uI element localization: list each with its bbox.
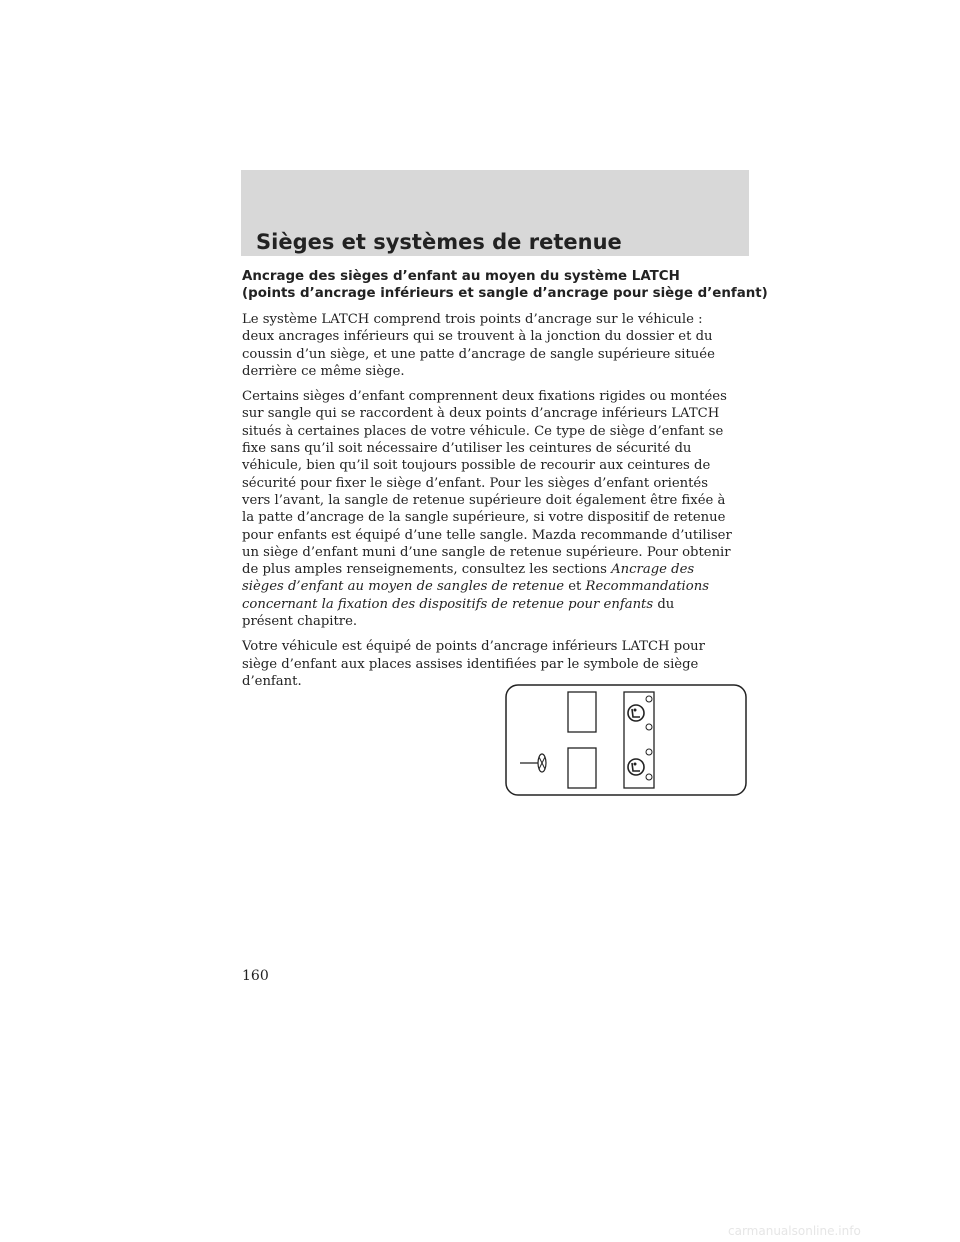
main-content: [242, 268, 768, 698]
page-title: Sièges et systèmes de retenue: [256, 230, 622, 254]
paragraph-latch-overview: Le système LATCH comprend trois points d’ancrage sur le véhicule : deux ancrages inférieurs qui se trouvent à la jonction du dossier et du coussin d’un siège, et une patte d’ancrage de sangle supérieure située derrière ce même siège.: [242, 312, 715, 379]
front-seat-top: [568, 692, 596, 732]
cross-reference-tether-anchoring: Ancrage des: [611, 562, 695, 578]
paragraph-latch-locations: Votre véhicule est équipé de points d’ancrage inférieurs LATCH pour siège d’enfant aux places assises identifiées par le symbole de siège d’enfant.: [242, 639, 705, 689]
lower-anchor-marker: [646, 696, 652, 702]
subheading-line-2: (points d’ancrage inférieurs et sangle d’ancrage pour siège d’enfant): [242, 286, 768, 301]
lower-anchor-marker: [646, 774, 652, 780]
latch-seating-diagram: [504, 683, 748, 797]
subheading-line-1: Ancrage des sièges d’enfant au moyen du système LATCH: [242, 269, 680, 284]
paragraph-latch-attachments: Certains sièges d’enfant comprennent deux fixations rigides ou montées sur sangle qui se raccordent à deux points d’ancrage inférieurs LATCH situés à certaines places de votre véhicule. Ce type de siège d’enfant se fixe sans qu’il soit nécessaire d’utiliser les ceintures de sécurité du véhicule, bien qu’il soit toujours possible de recourir aux ceintures de sécurité pour fixer le siège d’enfant. Pour les sièges d’enfant orientés vers l’avant, la sangle de retenue supérieure doit également être fixée à la patte d’ancrage de la sangle supérieure, si votre dispositif de retenue pour enfants est équipé d’une telle sangle. Mazda recommande d’utiliser un siège d’enfant muni d’une sangle de retenue supérieure. Pour obtenir de plus amples renseignements, consultez les sections Ancrage des sièges d’enfant au moyen de sangles de retenue et Recommandations concernant la fixation des dispositifs de retenue pour enfants du présent chapitre.: [242, 389, 732, 630]
cross-reference-tether-anchoring-cont: sièges d’enfant au moyen de sangles de retenue: [242, 579, 565, 595]
cross-reference-recommendations-cont: concernant la fixation des dispositifs de retenue pour enfants: [242, 596, 654, 612]
page-number: 160: [242, 968, 269, 984]
lower-anchor-marker: [646, 749, 652, 755]
child-seat-icon: [628, 759, 644, 775]
steering-wheel-icon: [520, 754, 546, 772]
cross-reference-recommendations: Recommandations: [585, 579, 709, 595]
footer-watermark-url: carmanualsonline.info: [728, 1224, 861, 1238]
section-subheading: [242, 268, 768, 302]
lower-anchor-marker: [646, 724, 652, 730]
child-seat-icon: [628, 705, 644, 721]
front-seat-bottom: [568, 748, 596, 788]
vehicle-outline: [506, 685, 746, 795]
